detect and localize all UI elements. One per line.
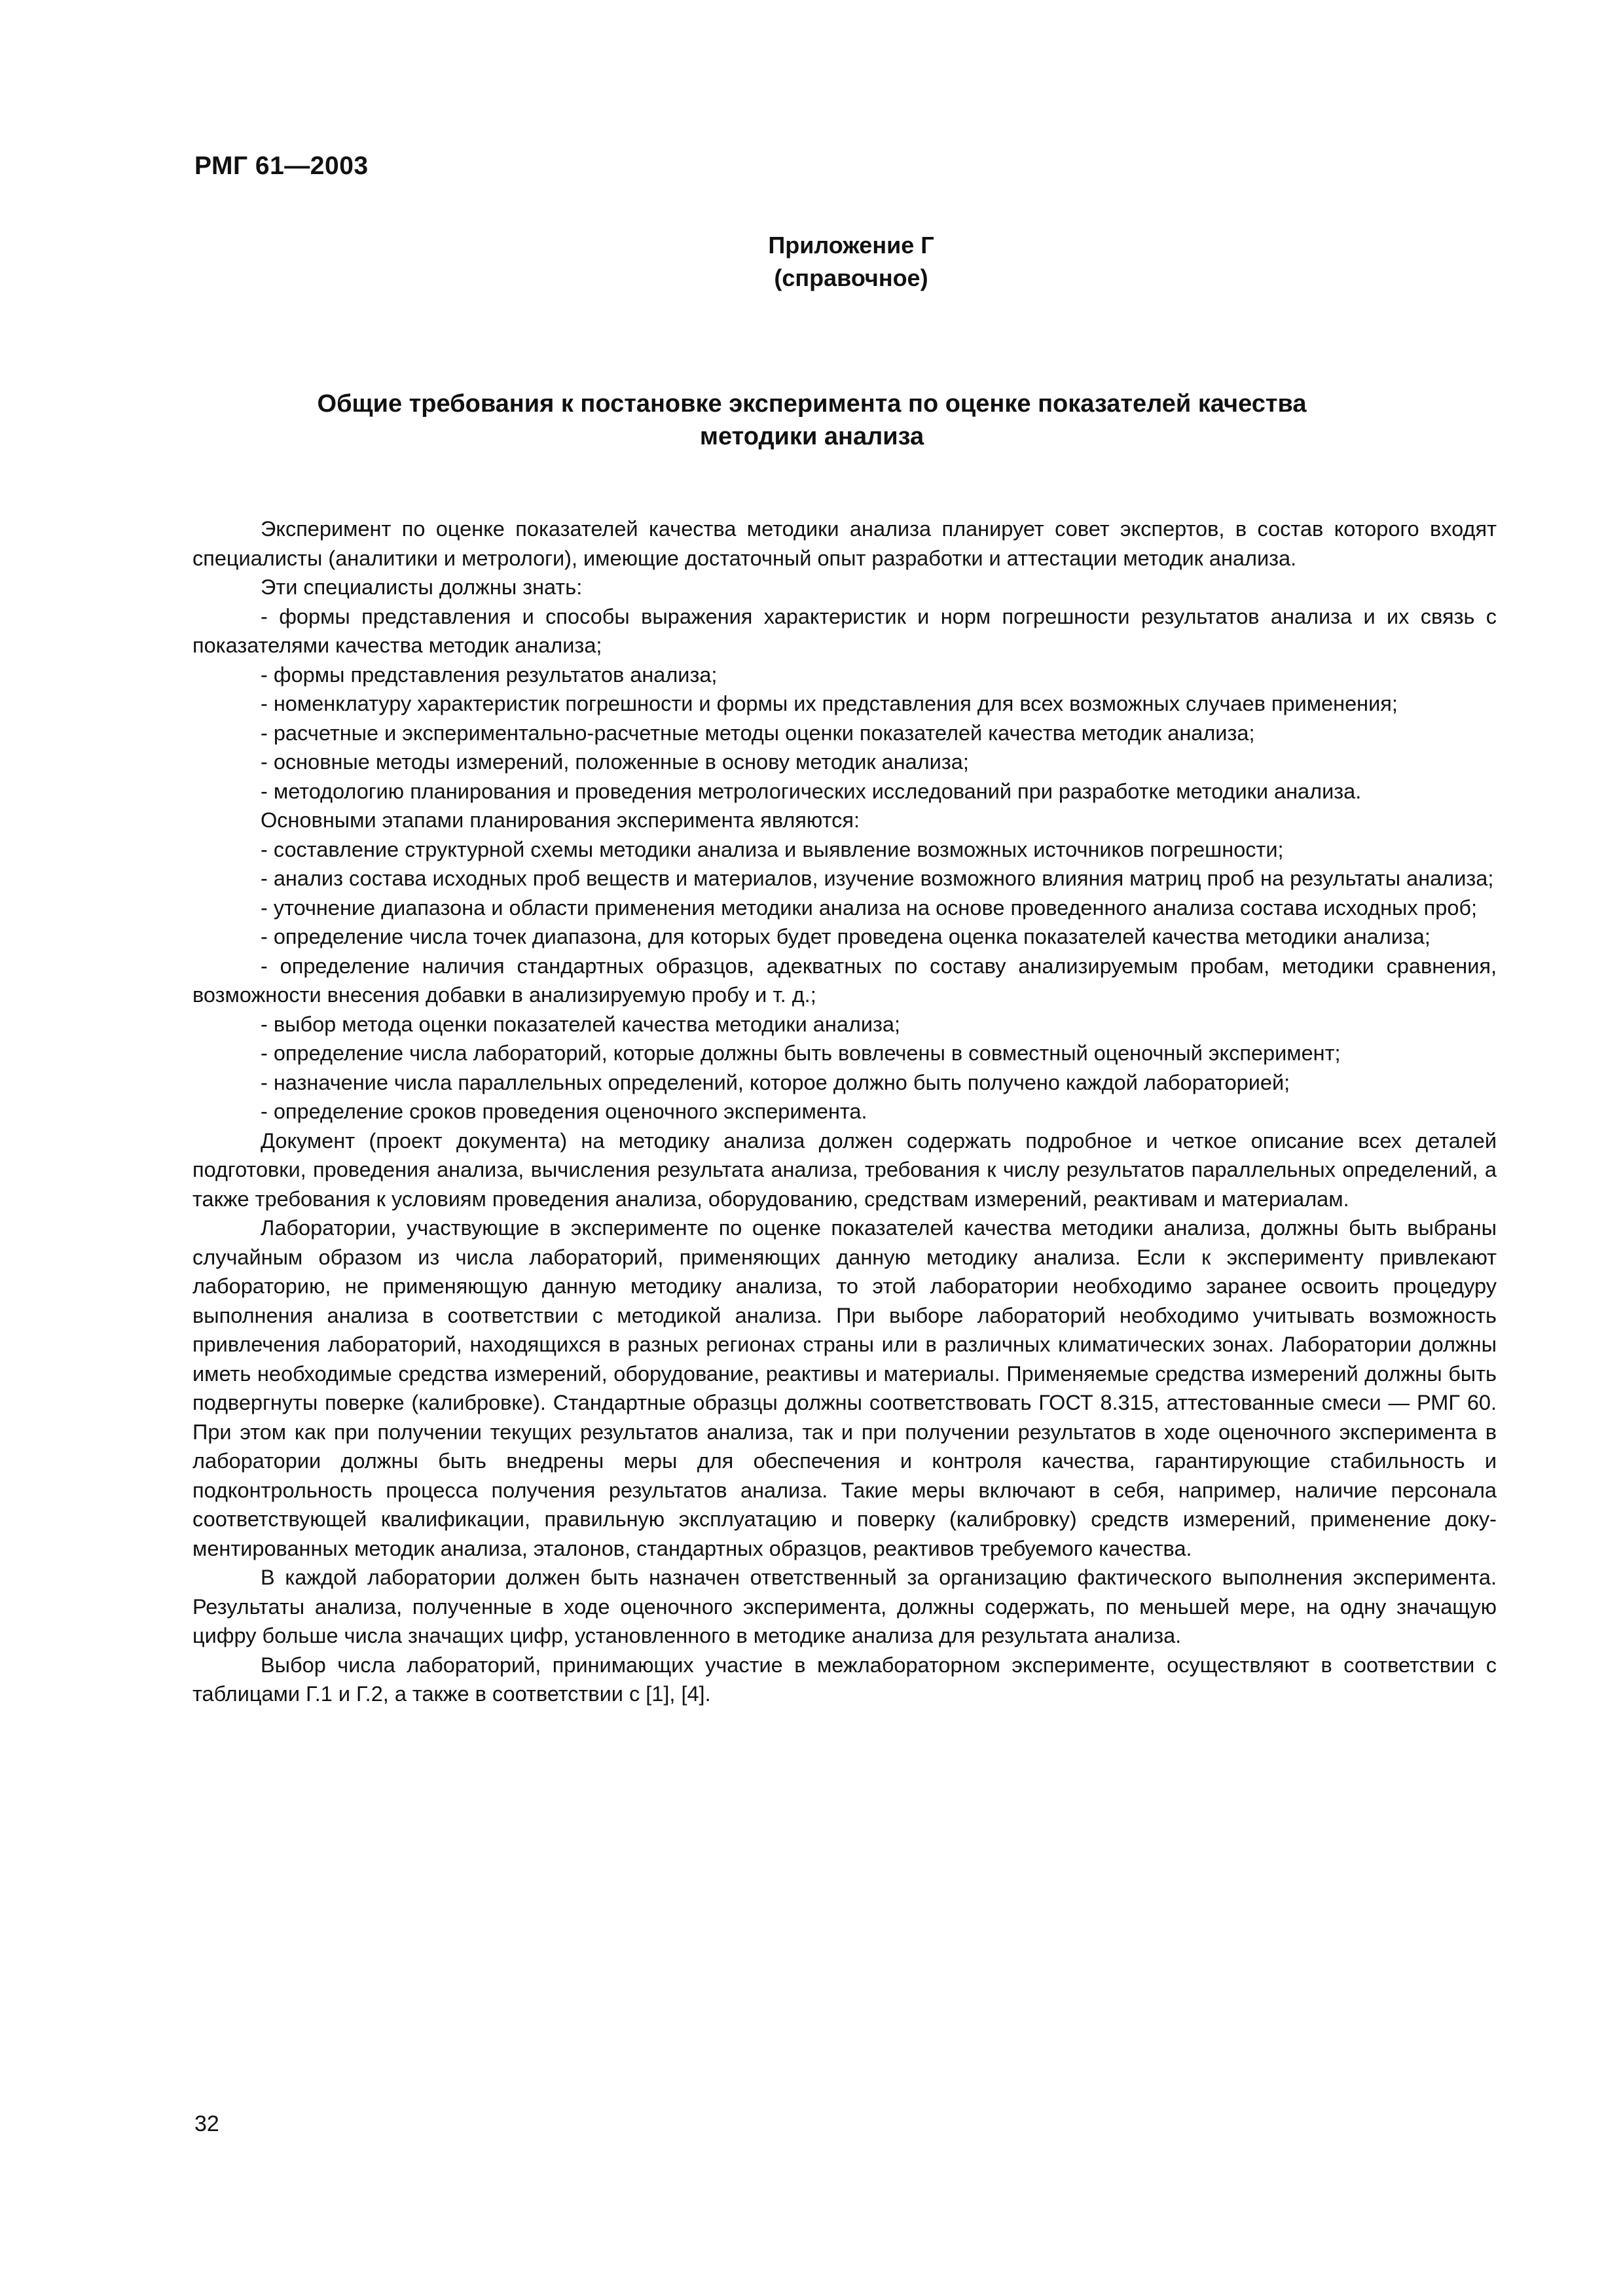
list-item: - методологию планирования и проведения метрологических исследований при разработке методики анализа. xyxy=(261,779,1362,803)
page-number: 32 xyxy=(194,2111,219,2136)
list-item: - определение числа точек диапазона, для которых будет проведена оценка показателей качества методики анализа; xyxy=(261,925,1431,948)
list-item: - основные методы измерений, положенные в основу методик анализа; xyxy=(261,750,969,774)
list-item: - уточнение диапазона и области применения методики анализа на основе проведенного анализа состава исходных проб; xyxy=(261,895,1478,920)
list-item: - расчетные и экспериментально-расчетные методы оценки показателей качества методик анализа; xyxy=(261,721,1255,745)
list-item: - назначение числа параллельных определений, которое должно быть получено каждой лабораторией; xyxy=(261,1070,1290,1094)
paragraph: Документ (проект документа) на методику анализа должен содержать подробное и четкое описание всех деталей подготовки, проведения анализа, вычисления результата анализа, требования к числу результатов параллельных определений, а также требования к условиям проведения анализа, оборудованию, средствам измерений, реактивам и материалам. xyxy=(192,1128,1497,1211)
list-item: - определение сроков проведения оценочного эксперимента. xyxy=(261,1100,867,1123)
paragraph: Эти специалисты должны знать: xyxy=(261,575,583,599)
list-item: - номенклатуру характеристик погрешности и формы их представления для всех возможных случаев применения; xyxy=(261,692,1398,715)
list-item: - выбор метода оценки показателей качества методики анализа; xyxy=(261,1012,901,1036)
list-item: - определение числа лабораторий, которые должны быть вовлечены в совместный оценочный эксперимент; xyxy=(261,1041,1341,1065)
list-item: - определение наличия стандартных образцов, адекватных по составу анализируемым пробам, методики сравнения, возможности внесения добавки в анализируемую пробу и т. д.; xyxy=(192,954,1497,1007)
document-code: РМГ 61—2003 xyxy=(194,152,369,180)
list-item: - анализ состава исходных проб веществ и материалов, изучение возможного влияния матриц проб на результаты анализа; xyxy=(261,867,1494,890)
list-item: - формы представления и способы выражения характеристик и норм погрешности результатов анализа и их связь с показателями качества методик анализа; xyxy=(192,604,1497,657)
paragraph: Эксперимент по оценке показателей качества методики анализа планирует совет экспертов, в состав которого входят специалисты (аналитики и метрологи), имеющие достаточный опыт разработки и аттестации методик анализа. xyxy=(192,517,1497,570)
list-item: - составление структурной схемы методики анализа и выявление возможных источников погрешности; xyxy=(261,837,1284,861)
paragraph: В каждой лаборатории должен быть назначен ответственный за организацию фактического выполнения эксперимента. Результаты анализа, полученные в ходе оценочного эксперимента, должны содержать, по меньшей мере, на одну значащую цифру больше числа значащих цифр, установленного в методике анализа для результата анализа. xyxy=(192,1566,1497,1647)
paragraph: Основными этапами планирования эксперимента являются: xyxy=(261,808,860,832)
section-title xyxy=(236,387,1388,453)
body-text xyxy=(192,514,1497,1709)
appendix-label: Приложение Г xyxy=(768,232,934,259)
section-title-line-1: Общие требования к постановке эксперимента по оценке показателей качества xyxy=(317,390,1307,418)
section-title-line-2: методики анализа xyxy=(699,423,924,450)
paragraph: Лаборатории, участвующие в эксперименте по оценке показателей качества методики анализа, должны быть выбраны случайным образом из числа лабораторий, применяющих данную методику анализа. Если к эксперименту привлекают лабораторию, не применяющую данную методику анализа, то этой лаборатории необходимо заранее освоить процедуру выполнения анализа в соответствии с методикой анализа. При выборе лабораторий необходимо учитывать возможность привлечения лабораторий, находящихся в разных регионах страны или в различных климатических зонах. Лаборатории должны иметь необходимые средства измерений, оборудование, реактивы и материалы. Применяемые средства измерений должны быть подвергнуты поверке (калибровке). Стандартные образцы должны соответствовать ГОСТ 8.315, аттестованные смеси — РМГ 60. При этом как при получении текущих результатов анализа, так и при получении результатов в ходе оценочного эксперимента в лаборатории должны быть внедрены меры для обеспечения и контроля качества, гарантирующие стабильность и подконтрольность процесса получения результатов анализа. Такие меры включают в себя, например, наличие персонала соответствующей квалификации, правильную эксплуатацию и поверку (калибровку) средств измерений, применение документированных методик анализа, эталонов, стандартных образцов, реактивов требуемого качества. xyxy=(192,1216,1497,1560)
list-item: - формы представления результатов анализа; xyxy=(261,662,718,687)
paragraph: Выбор числа лабораторий, принимающих участие в межлабораторном эксперименте, осуществляют в соответствии с таблицами Г.1 и Г.2, а также в соответствии с [1], [4]. xyxy=(192,1653,1497,1706)
appendix-heading xyxy=(655,229,1048,295)
appendix-type: (справочное) xyxy=(774,264,928,291)
